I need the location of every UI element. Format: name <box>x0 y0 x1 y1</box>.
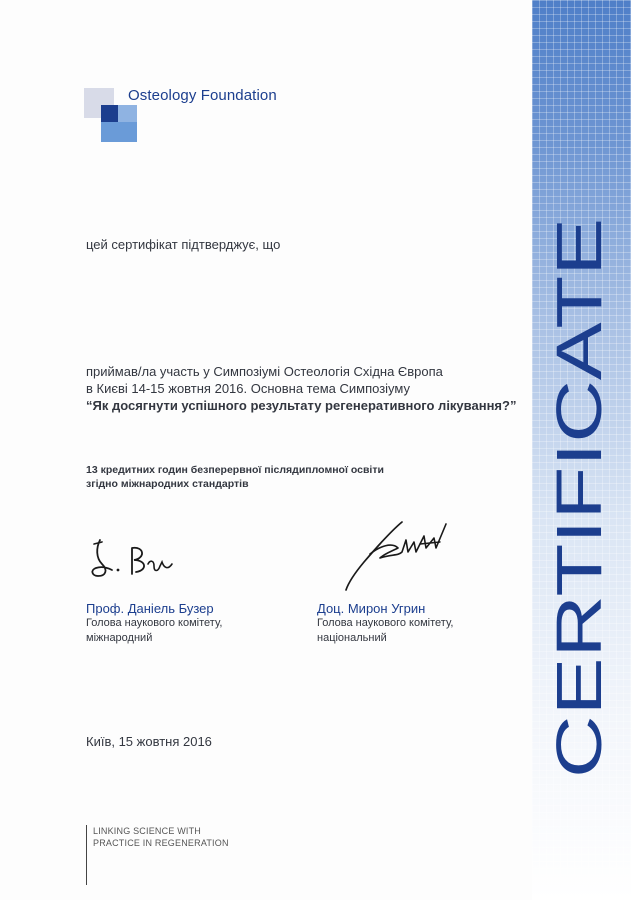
signer-role-buser-line-1: Голова наукового комітету, <box>86 617 223 629</box>
participation-line-1: приймав/ла участь у Симпозіумі Остеологія Східна Європа <box>86 364 443 379</box>
symposium-theme: “Як досягнути успішного результату регенеративного лікування?” <box>86 398 517 413</box>
tagline-block <box>86 825 229 885</box>
certificate-vertical-title <box>538 212 628 784</box>
signer-name-uhryn: Доц. Мирон Угрин <box>317 601 426 616</box>
logo-square-blue <box>101 122 137 142</box>
logo-square-light-blue <box>118 105 137 122</box>
certificate-title-text: CERTIFICATE <box>543 364 615 778</box>
foundation-name: Osteology Foundation <box>128 87 277 104</box>
participation-line-2: в Києві 14-15 жовтня 2016. Основна тема Симпозіуму <box>86 381 410 396</box>
place-and-date: Київ, 15 жовтня 2016 <box>86 734 212 749</box>
credits-line-1: 13 кредитних годин безперервної післядипломної освіти <box>86 464 384 476</box>
logo-square-dark-blue <box>101 105 118 122</box>
signature-uhryn <box>340 518 460 594</box>
signer-role-uhryn-line-2: національний <box>317 632 387 644</box>
tagline-line-2: PRACTICE IN REGENERATION <box>93 838 229 848</box>
signature-buser <box>88 534 188 582</box>
credits-line-2: згідно міжнародних стандартів <box>86 478 249 490</box>
signer-role-uhryn-line-1: Голова наукового комітету, <box>317 617 454 629</box>
signer-name-buser: Проф. Даніель Бузер <box>86 601 214 616</box>
certifies-text: цей сертифікат підтверджує, що <box>86 237 281 252</box>
tagline-line-1: LINKING SCIENCE WITH <box>93 826 202 836</box>
signer-role-buser-line-2: міжнародний <box>86 632 153 644</box>
